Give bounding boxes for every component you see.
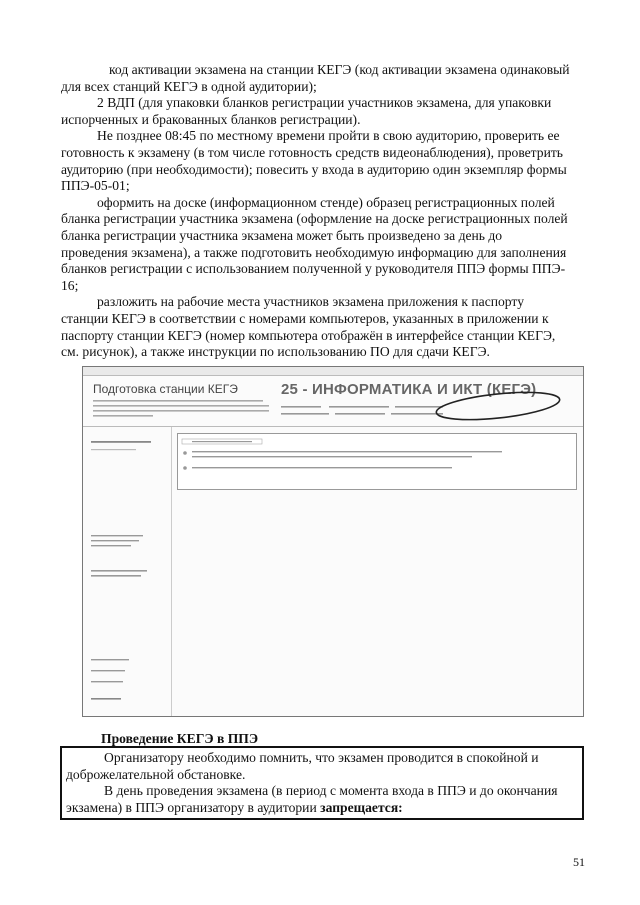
paragraph-activation-code: [61, 62, 586, 95]
text-line: оформить на доске (информационном стенде) образец регистрационных полей: [97, 194, 555, 210]
text-line: экзамена) в ППЭ организатору в аудитории: [66, 799, 321, 815]
text-line: см. рисунок), а также инструкции по использованию ПО для сдачи КЕГЭ.: [61, 344, 490, 360]
screenshot-info-panel-lines: [178, 434, 576, 489]
text-line: испорченных и бракованных бланков регистрации).: [61, 111, 361, 127]
page-number: 51: [573, 855, 585, 869]
screenshot-app-description-lines: [93, 399, 273, 419]
text-line: для всех станций КЕГЭ в одной аудитории);: [61, 78, 317, 94]
screenshot-sidebar-lines: [83, 427, 171, 716]
text-line: бланков регистрации с использованием полученной у руководителя ППЭ формы ППЭ-: [61, 261, 566, 277]
computer-number-highlight-ellipse: [430, 382, 570, 422]
paragraph-workplaces: [61, 294, 586, 360]
section-heading: Проведение КЕГЭ в ППЭ: [101, 731, 259, 746]
text-line: В день проведения экзамена (в период с момента входа в ППЭ и до окончания: [104, 783, 558, 799]
text-line: доброжелательной обстановке.: [66, 766, 246, 782]
screenshot-header: [83, 376, 583, 427]
notice-box: [60, 746, 584, 820]
text-line: ППЭ-05-01;: [61, 178, 130, 194]
text-line: бланка регистрации участника экзамена (оформление на доске регистрационных полей: [61, 211, 568, 227]
notice-calm-atmosphere: [66, 750, 578, 783]
screenshot-app-title: Подготовка станции КЕГЭ: [93, 382, 238, 396]
station-screenshot-figure: [82, 366, 584, 717]
prohibited-label: запрещается:: [320, 799, 403, 815]
text-line: готовность к экзамену (в том числе готовность средств видеонаблюдения), проветрить: [61, 144, 564, 160]
paragraph-auditorium-check: [61, 128, 586, 194]
text-line: код активации экзамена на станции КЕГЭ (код активации экзамена одинаковый: [109, 62, 570, 77]
notice-prohibited: [66, 783, 578, 816]
text-line: аудиторию (при необходимости); повесить у входа в аудиторию один экземпляр формы: [61, 161, 567, 177]
screenshot-info-panel: [177, 433, 577, 490]
text-line: 16;: [61, 277, 79, 293]
text-line: Организатору необходимо помнить, что экзамен проводится в спокойной и: [104, 750, 539, 765]
text-line: паспорту станции КЕГЭ (номер компьютера отображён в интерфейсе станции КЕГЭ,: [61, 327, 556, 343]
text-line: проведения экзамена), а также подготовить необходимую информацию для заполнения: [61, 244, 567, 260]
text-line: разложить на рабочие места участников экзамена приложения к паспорту: [97, 294, 524, 310]
text-line: станции КЕГЭ в соответствии с номерами компьютеров, указанных в приложении к: [61, 310, 549, 326]
body-text: [61, 62, 586, 361]
text-line: бланка регистрации участника экзамена может быть произведено за день до: [61, 227, 503, 243]
paragraph-vdp: [61, 95, 586, 128]
paragraph-board-sample: [61, 195, 586, 295]
screenshot-sidebar: [83, 427, 172, 716]
screenshot-window-titlebar: [83, 367, 583, 376]
screenshot-exam-title: 25 - ИНФОРМАТИКА И ИКТ (КЕГЭ): [281, 381, 537, 398]
text-line: 2 ВДП (для упаковки бланков регистрации участников экзамена, для упаковки: [97, 95, 552, 111]
text-line: Не позднее 08:45 по местному времени пройти в свою аудиторию, проверить ее: [97, 128, 560, 144]
